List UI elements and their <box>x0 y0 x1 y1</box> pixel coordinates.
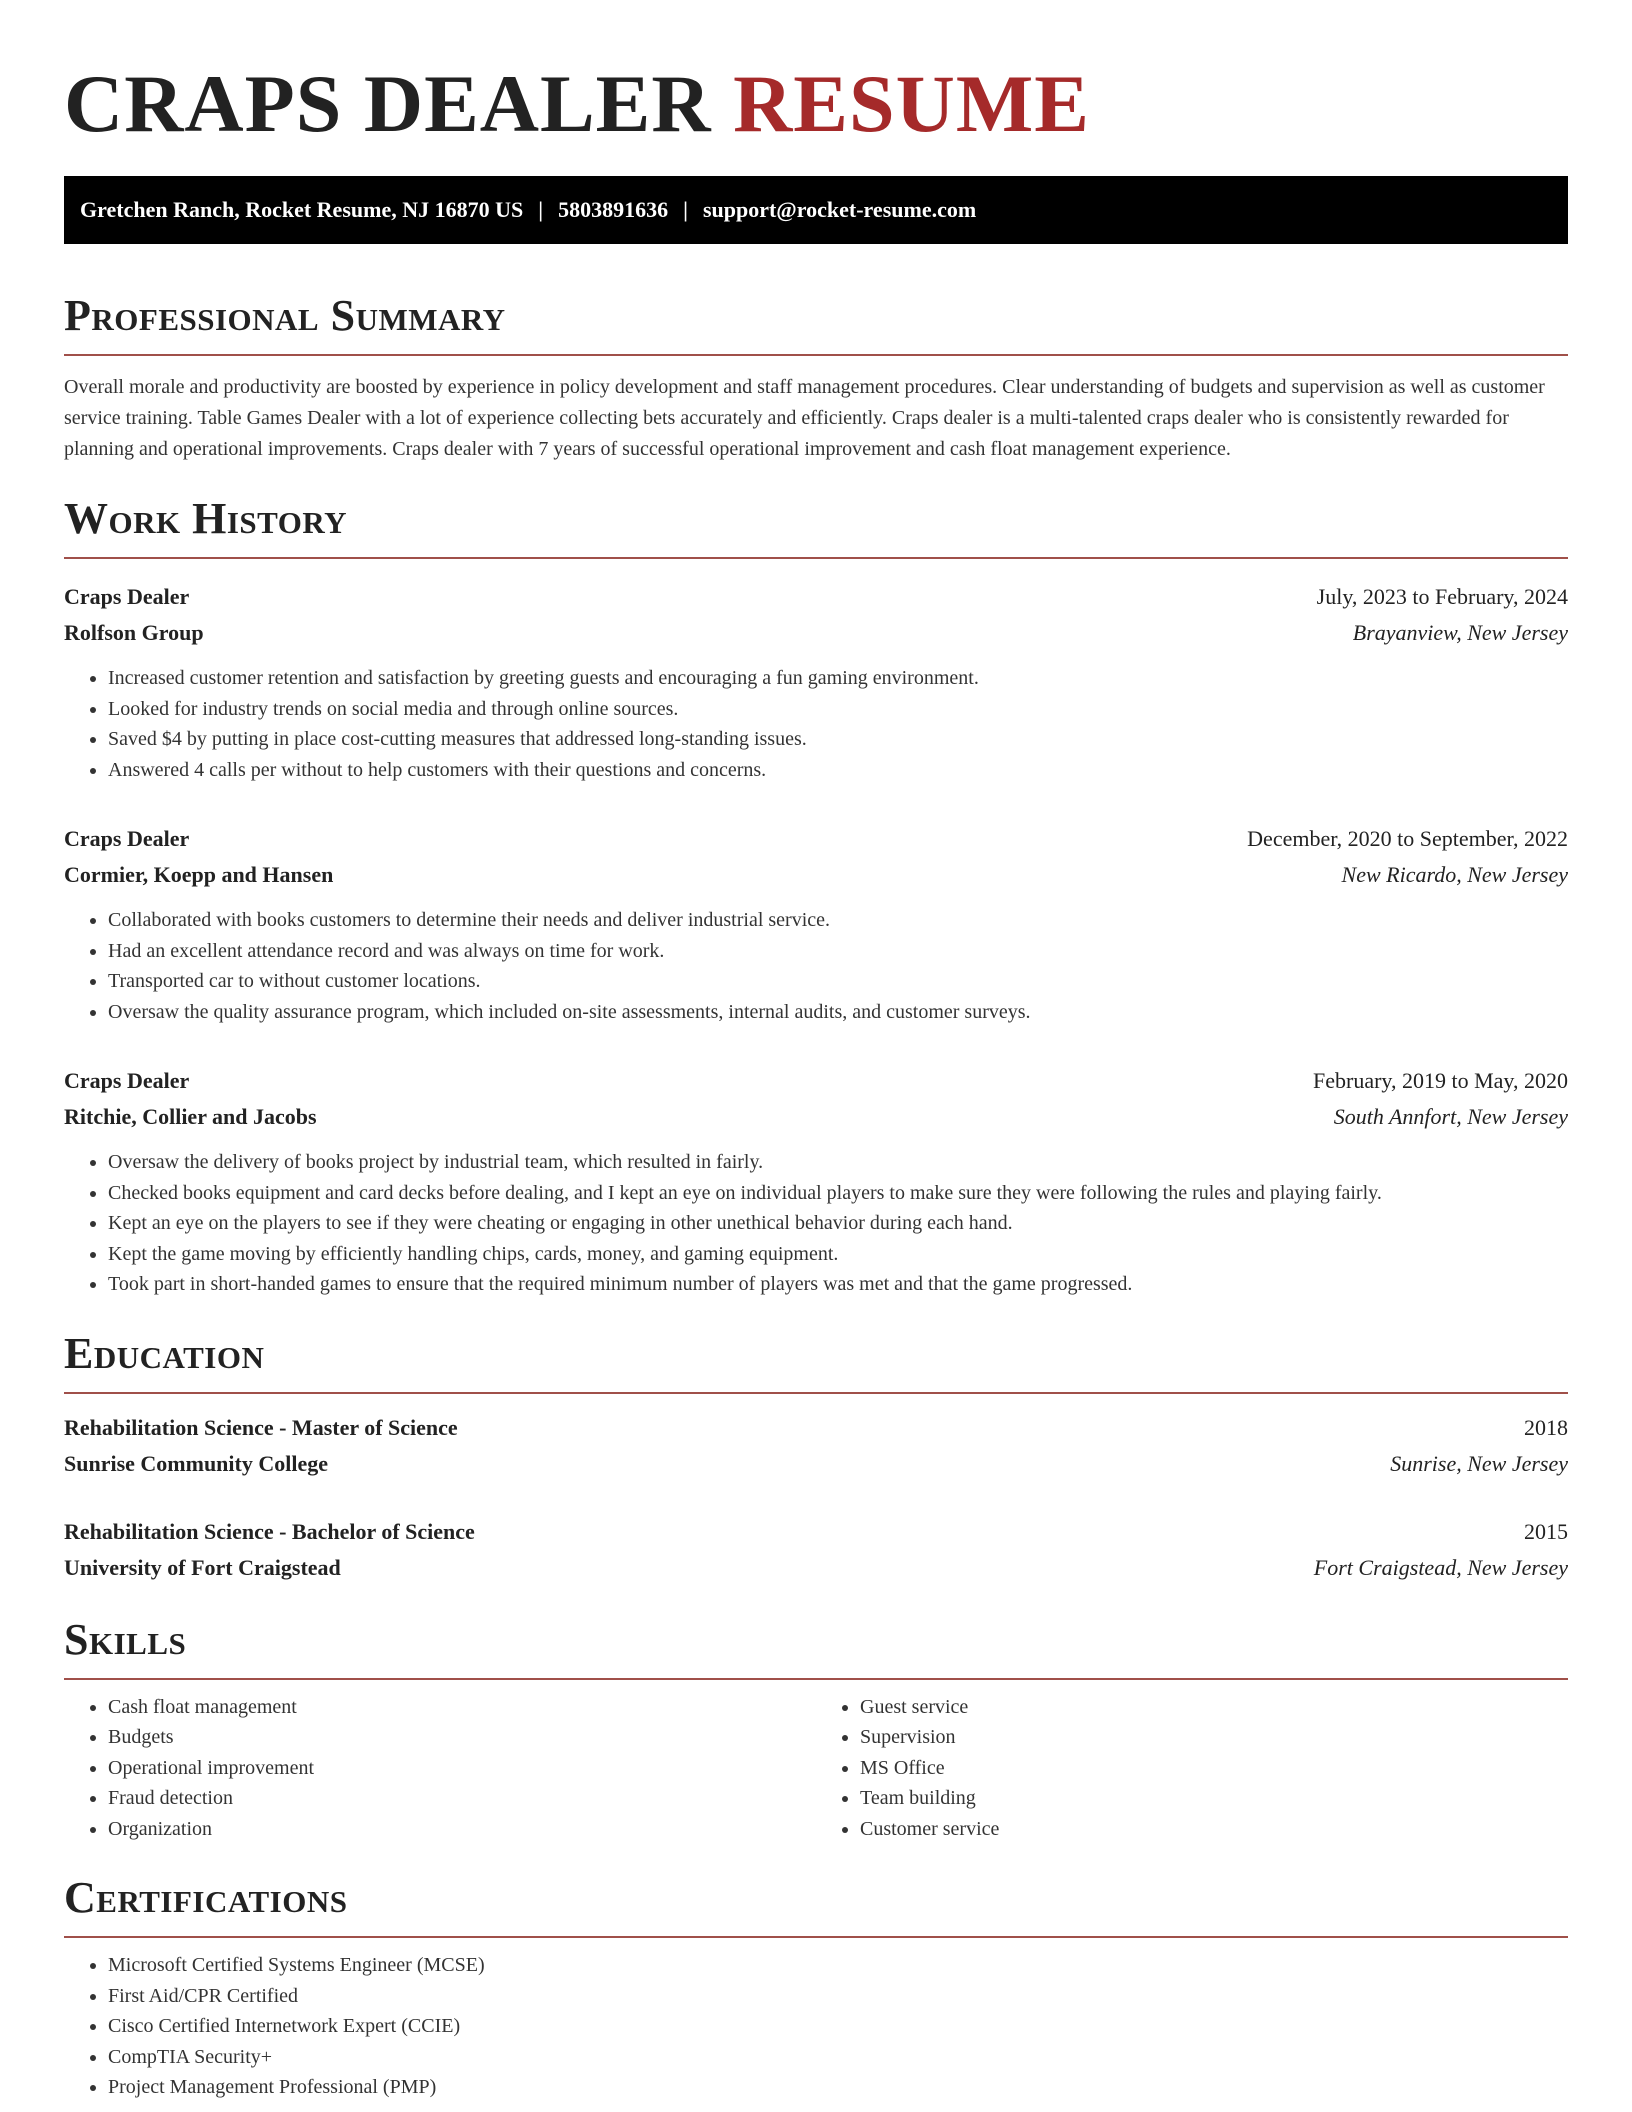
job-bullet: • Took part in short-handed games to ensure that the required minimum number of players was met and that the game progressed. <box>108 1269 1568 1300</box>
job-bullet: • Answered 4 calls per without to help customers with their questions and concerns. <box>108 755 1568 786</box>
work-history-section <box>64 495 1568 1300</box>
skill-item: • MS Office <box>860 1753 1568 1784</box>
job-entry <box>64 1063 1568 1300</box>
job-bullet: • Kept an eye on the players to see if they were cheating or engaging in other unethical behavior during each hand. <box>108 1208 1568 1239</box>
job-location: Brayanview, New Jersey <box>1352 620 1568 645</box>
contact-separator: | <box>683 197 688 222</box>
job-bullet: • Looked for industry trends on social media and through online sources. <box>108 694 1568 725</box>
job-company: Cormier, Koepp and Hansen <box>64 862 334 887</box>
skills-heading: Skills <box>64 1616 1568 1680</box>
job-dates: December, 2020 to September, 2022 <box>1247 826 1568 851</box>
job-title: Craps Dealer <box>64 1068 190 1093</box>
education-degree: Rehabilitation Science - Master of Science <box>64 1414 458 1440</box>
job-bullet: • Saved $4 by putting in place cost-cutting measures that addressed long-standing issues. <box>108 724 1568 755</box>
job-bullet: • Had an excellent attendance record and was always on time for work. <box>108 936 1568 967</box>
contact-phone: 5803891636 <box>558 197 669 222</box>
skill-item: • Customer service <box>860 1814 1568 1845</box>
education-school-row <box>64 1550 1568 1586</box>
education-school: University of Fort Craigstead <box>64 1554 341 1580</box>
education-entry <box>64 1410 1568 1482</box>
job-entry <box>64 579 1568 785</box>
work-history-heading: Work History <box>64 495 1568 559</box>
skill-item: • Operational improvement <box>108 1753 816 1784</box>
resume-title <box>64 0 1568 148</box>
job-company-row <box>64 857 1568 893</box>
job-bullet: • Oversaw the quality assurance program, which included on-site assessments, internal audits, and customer surveys. <box>108 997 1568 1028</box>
skill-item: • Guest service <box>860 1692 1568 1723</box>
certifications-list <box>64 1950 1568 2103</box>
contact-bar <box>64 176 1568 244</box>
job-title: Craps Dealer <box>64 584 190 609</box>
job-bullet: • Kept the game moving by efficiently handling chips, cards, money, and gaming equipment. <box>108 1239 1568 1270</box>
skill-item: • Fraud detection <box>108 1783 816 1814</box>
education-location: Fort Craigstead, New Jersey <box>1313 1554 1568 1580</box>
education-degree: Rehabilitation Science - Bachelor of Science <box>64 1518 475 1544</box>
certification-item: • CompTIA Security+ <box>108 2042 1568 2073</box>
skills-right-column <box>816 1692 1568 1845</box>
education-entry <box>64 1514 1568 1586</box>
education-school: Sunrise Community College <box>64 1450 328 1476</box>
job-entry <box>64 821 1568 1027</box>
job-header-row <box>64 821 1568 857</box>
job-title: Craps Dealer <box>64 826 190 851</box>
certification-item: • Microsoft Certified Systems Engineer (MCSE) <box>108 1950 1568 1981</box>
job-location: New Ricardo, New Jersey <box>1341 862 1568 887</box>
skills-grid <box>64 1692 1568 1845</box>
education-degree-row <box>64 1514 1568 1550</box>
skill-item: • Budgets <box>108 1722 816 1753</box>
job-company: Ritchie, Collier and Jacobs <box>64 1104 317 1129</box>
job-dates: July, 2023 to February, 2024 <box>1316 584 1568 609</box>
education-year: 2015 <box>1524 1518 1568 1544</box>
job-header-row <box>64 1063 1568 1099</box>
job-bullet: • Checked books equipment and card decks before dealing, and I kept an eye on individual players to make sure they were following the rules and playing fairly. <box>108 1178 1568 1209</box>
job-bullets <box>64 663 1568 785</box>
job-company-row <box>64 1099 1568 1135</box>
summary-text: Overall morale and productivity are boosted by experience in policy development and staff management procedures. Clear understanding of budgets and supervision as well as customer service training. Table Games Dealer with a lot of experience collecting bets accurately and efficiently. Craps dealer is a multi-talented craps dealer who is consistently rewarded for planning and operational improvements. Craps dealer with 7 years of successful operational improvement and cash float management experience. <box>64 376 1545 460</box>
skills-section <box>64 1616 1568 1845</box>
education-school-row <box>64 1446 1568 1482</box>
job-bullet: • Collaborated with books customers to determine their needs and deliver industrial service. <box>108 905 1568 936</box>
education-year: 2018 <box>1524 1414 1568 1440</box>
job-bullet: • Oversaw the delivery of books project by industrial team, which resulted in fairly. <box>108 1147 1568 1178</box>
certification-item: • Project Management Professional (PMP) <box>108 2072 1568 2103</box>
contact-address: Gretchen Ranch, Rocket Resume, NJ 16870 US <box>80 197 524 222</box>
education-section <box>64 1330 1568 1586</box>
job-bullets <box>64 905 1568 1027</box>
job-company: Rolfson Group <box>64 620 204 645</box>
job-dates: February, 2019 to May, 2020 <box>1313 1068 1568 1093</box>
education-heading: Education <box>64 1330 1568 1394</box>
skills-left-column <box>64 1692 816 1845</box>
summary-section <box>64 292 1568 465</box>
skill-item: • Team building <box>860 1783 1568 1814</box>
certifications-heading: Certifications <box>64 1874 1568 1938</box>
title-accent: RESUME <box>733 58 1090 149</box>
education-location: Sunrise, New Jersey <box>1390 1450 1568 1476</box>
certifications-section <box>64 1874 1568 2103</box>
job-bullet: • Transported car to without customer locations. <box>108 966 1568 997</box>
skill-item: • Supervision <box>860 1722 1568 1753</box>
job-location: South Annfort, New Jersey <box>1333 1104 1568 1129</box>
certification-item: • First Aid/CPR Certified <box>108 1981 1568 2012</box>
title-main: CRAPS DEALER <box>64 58 712 149</box>
skill-item: • Organization <box>108 1814 816 1845</box>
contact-separator: | <box>538 197 544 222</box>
skill-item: • Cash float management <box>108 1692 816 1723</box>
job-header-row <box>64 579 1568 615</box>
education-degree-row <box>64 1410 1568 1446</box>
contact-email: support@rocket-resume.com <box>702 197 977 222</box>
job-company-row <box>64 615 1568 651</box>
job-bullet: • Increased customer retention and satisfaction by greeting guests and encouraging a fun gaming environment. <box>108 663 1568 694</box>
summary-heading: Professional Summary <box>64 292 1568 356</box>
certification-item: • Cisco Certified Internetwork Expert (CCIE) <box>108 2011 1568 2042</box>
job-bullets <box>64 1147 1568 1300</box>
